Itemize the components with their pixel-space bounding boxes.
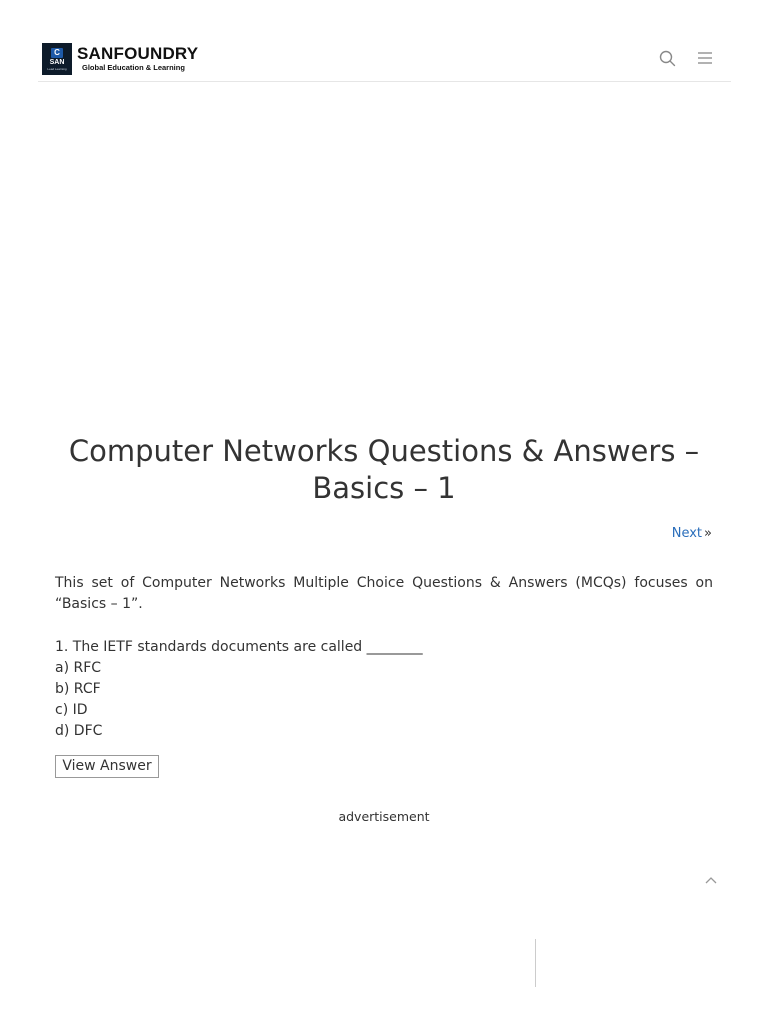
chevron-up-icon <box>705 876 717 884</box>
logo-badge-line3: Lead Learning <box>47 66 67 71</box>
logo-badge-line2: SAN <box>49 58 65 66</box>
question-text: 1. The IETF standards documents are called ________ <box>55 639 423 655</box>
search-button[interactable] <box>657 48 677 68</box>
option-d: d) DFC <box>55 723 103 739</box>
divider-line <box>535 939 536 987</box>
logo-text <box>77 45 198 73</box>
scroll-to-top-button[interactable] <box>702 872 720 888</box>
logo-name: SANFOUNDRY <box>77 44 199 63</box>
question-block <box>55 637 713 742</box>
page-title: Computer Networks Questions & Answers – Basics – 1 <box>68 434 700 505</box>
view-answer-button[interactable]: View Answer <box>55 755 159 778</box>
logo-tagline: Global Education & Learning <box>82 63 185 72</box>
logo-badge-line1: C <box>51 48 63 58</box>
site-header <box>38 38 731 82</box>
next-link[interactable] <box>672 526 712 541</box>
article-content <box>55 573 713 742</box>
option-a: a) RFC <box>55 660 102 676</box>
option-b: b) RCF <box>55 681 101 697</box>
intro-paragraph: This set of Computer Networks Multiple Choice Questions & Answers (MCQs) focuses on “Basics – 1”. <box>55 575 713 612</box>
advertisement-label: advertisement <box>338 809 430 824</box>
option-c: c) ID <box>55 702 88 718</box>
search-icon <box>659 50 676 67</box>
logo-badge <box>42 43 72 75</box>
menu-button[interactable] <box>695 48 715 68</box>
next-arrow: » <box>704 526 712 541</box>
site-logo[interactable] <box>42 43 198 75</box>
hamburger-menu-icon <box>697 51 713 65</box>
next-link-label: Next <box>671 526 703 541</box>
